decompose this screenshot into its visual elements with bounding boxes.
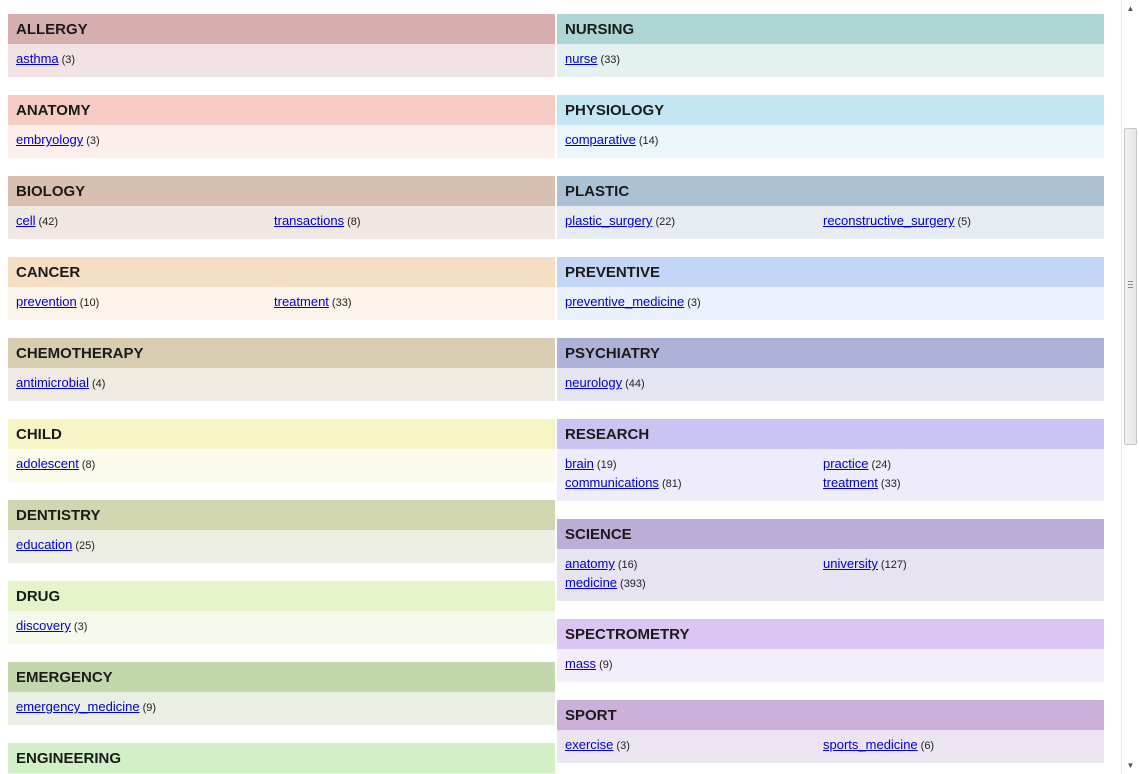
tag-item <box>16 536 274 555</box>
tag-count: (10) <box>79 297 100 309</box>
tag-link[interactable]: brain <box>565 456 594 471</box>
category-header: BIOLOGY <box>8 176 555 206</box>
tag-link[interactable]: preventive_medicine <box>565 294 685 309</box>
grip-line <box>1128 284 1133 285</box>
tag-count: (393) <box>620 578 646 590</box>
tag-link[interactable]: discovery <box>16 618 71 633</box>
tag-list <box>16 698 547 717</box>
tag-list <box>16 374 547 393</box>
tag-list <box>565 655 1096 674</box>
category-header: RESEARCH <box>557 419 1104 449</box>
category-child <box>8 419 555 482</box>
category-body <box>8 530 555 563</box>
tag-count: (14) <box>638 135 659 147</box>
tag-item <box>16 131 274 150</box>
category-header: PSYCHIATRY <box>557 338 1104 368</box>
category-biology <box>8 176 555 239</box>
category-body <box>8 125 555 158</box>
category-header: SPECTROMETRY <box>557 619 1104 649</box>
tag-link[interactable]: prevention <box>16 294 77 309</box>
category-header: PREVENTIVE <box>557 257 1104 287</box>
tag-count: (42) <box>38 216 59 228</box>
tag-count: (16) <box>617 559 638 571</box>
vertical-scrollbar[interactable] <box>1121 0 1139 774</box>
category-allergy <box>8 14 555 77</box>
tag-item <box>16 455 274 474</box>
tag-link[interactable]: reconstructive_surgery <box>823 213 955 228</box>
category-body <box>557 44 1104 77</box>
tag-link[interactable]: communications <box>565 475 659 490</box>
tag-item <box>274 293 532 312</box>
category-header: ANATOMY <box>8 95 555 125</box>
category-body <box>557 368 1104 401</box>
tag-item <box>823 736 1081 755</box>
tag-item <box>565 555 823 574</box>
tag-count: (22) <box>655 216 675 228</box>
tag-list <box>565 736 1096 755</box>
tag-item <box>823 555 1081 574</box>
tag-list <box>16 455 547 474</box>
tag-count: (127) <box>880 559 907 571</box>
tag-count: (33) <box>600 54 621 66</box>
tag-count: (33) <box>880 478 901 490</box>
category-body <box>557 730 1104 763</box>
category-header: ENGINEERING <box>8 743 555 773</box>
tag-count: (3) <box>61 54 76 66</box>
tag-item <box>565 131 823 150</box>
tag-count: (9) <box>599 659 613 671</box>
category-header: EMERGENCY <box>8 662 555 692</box>
tag-item <box>16 212 274 231</box>
category-body <box>8 449 555 482</box>
tag-count: (5) <box>957 216 971 228</box>
category-physiology <box>557 95 1104 158</box>
category-header: DENTISTRY <box>8 500 555 530</box>
tag-item <box>823 455 1081 474</box>
tag-link[interactable]: anatomy <box>565 556 615 571</box>
tag-link[interactable]: neurology <box>565 375 623 390</box>
tag-link[interactable]: university <box>823 556 878 571</box>
tag-list <box>565 455 1096 493</box>
tag-count: (3) <box>86 135 100 147</box>
tag-item <box>823 474 1081 493</box>
tag-item <box>565 455 823 474</box>
tag-link[interactable]: education <box>16 537 73 552</box>
category-header: SCIENCE <box>557 519 1104 549</box>
tag-list <box>16 212 547 231</box>
scroll-down-icon[interactable]: ▼ <box>1126 761 1135 770</box>
right-column <box>557 14 1104 774</box>
category-body <box>8 692 555 725</box>
tag-link[interactable]: practice <box>823 456 869 471</box>
category-header: PLASTIC <box>557 176 1104 206</box>
tag-count: (8) <box>81 459 96 471</box>
tag-item <box>565 374 823 393</box>
category-emergency <box>8 662 555 725</box>
tag-link[interactable]: nurse <box>565 51 598 66</box>
category-drug <box>8 581 555 644</box>
category-psychiatry <box>557 338 1104 401</box>
tag-list <box>16 50 547 69</box>
tag-item <box>274 212 532 231</box>
grip-line <box>1128 281 1133 282</box>
tag-count: (81) <box>661 478 682 490</box>
tag-item <box>565 736 823 755</box>
tag-item <box>16 293 274 312</box>
category-header: ALLERGY <box>8 14 555 44</box>
category-anatomy <box>8 95 555 158</box>
category-spectrometry <box>557 619 1104 682</box>
tag-link[interactable]: treatment <box>823 475 878 490</box>
tag-count: (3) <box>616 740 630 752</box>
tag-count: (19) <box>596 459 617 471</box>
category-header: NURSING <box>557 14 1104 44</box>
category-sport <box>557 700 1104 763</box>
category-body <box>557 649 1104 682</box>
tag-count: (3) <box>687 297 701 309</box>
tag-link[interactable]: emergency_medicine <box>16 699 140 714</box>
category-body <box>557 549 1104 601</box>
tag-link[interactable]: medicine <box>565 575 618 590</box>
tag-list <box>16 131 547 150</box>
tag-count: (9) <box>142 702 157 714</box>
category-research <box>557 419 1104 501</box>
category-preventive <box>557 257 1104 320</box>
grip-line <box>1128 287 1133 288</box>
tag-item <box>16 698 274 717</box>
category-body <box>557 125 1104 158</box>
category-body <box>8 368 555 401</box>
tag-link[interactable]: mass <box>565 656 597 671</box>
tag-count: (25) <box>75 540 95 552</box>
tag-list <box>16 536 547 555</box>
category-body <box>557 449 1104 501</box>
tag-count: (8) <box>347 216 361 228</box>
tag-list <box>565 50 1096 69</box>
category-body <box>8 287 555 320</box>
category-body <box>557 206 1104 239</box>
tag-count: (24) <box>871 459 892 471</box>
tag-item <box>565 212 823 231</box>
category-nursing <box>557 14 1104 77</box>
category-dentistry <box>8 500 555 563</box>
tag-item <box>565 50 823 69</box>
tag-item <box>565 293 823 312</box>
tag-list <box>565 293 1096 312</box>
tag-link[interactable]: treatment <box>274 294 329 309</box>
category-header: SPORT <box>557 700 1104 730</box>
tag-count: (4) <box>91 378 106 390</box>
tag-link[interactable]: plastic_surgery <box>565 213 653 228</box>
tag-list <box>16 293 547 312</box>
tag-count: (44) <box>625 378 645 390</box>
category-plastic <box>557 176 1104 239</box>
tag-count: (6) <box>920 740 935 752</box>
left-column <box>8 14 555 774</box>
tag-item <box>16 374 274 393</box>
category-body <box>557 287 1104 320</box>
category-body <box>8 611 555 644</box>
tag-link[interactable]: asthma <box>16 51 59 66</box>
tag-link[interactable]: comparative <box>565 132 636 147</box>
tag-list <box>565 212 1096 231</box>
tag-link[interactable]: embryology <box>16 132 84 147</box>
tag-link[interactable]: exercise <box>565 737 614 752</box>
category-cancer <box>8 257 555 320</box>
tag-item <box>16 617 274 636</box>
category-body <box>8 44 555 77</box>
tag-link[interactable]: sports_medicine <box>823 737 918 752</box>
tag-item <box>823 212 1081 231</box>
category-body <box>8 206 555 239</box>
category-header: CHEMOTHERAPY <box>8 338 555 368</box>
tag-list <box>565 555 1096 593</box>
tag-list <box>16 617 547 636</box>
category-engineering <box>8 743 555 774</box>
tag-link[interactable]: transactions <box>274 213 345 228</box>
category-chemotherapy <box>8 338 555 401</box>
tag-item <box>565 474 823 493</box>
tag-link[interactable]: adolescent <box>16 456 79 471</box>
tag-list <box>565 131 1096 150</box>
category-header: CANCER <box>8 257 555 287</box>
tag-link[interactable]: cell <box>16 213 36 228</box>
category-header: CHILD <box>8 419 555 449</box>
tag-count: (33) <box>331 297 352 309</box>
scroll-thumb[interactable] <box>1124 128 1137 445</box>
tag-item <box>565 574 823 593</box>
category-science <box>557 519 1104 601</box>
tag-count: (3) <box>73 621 88 633</box>
category-header: PHYSIOLOGY <box>557 95 1104 125</box>
tag-item <box>565 655 823 674</box>
tag-item <box>16 50 274 69</box>
category-header: DRUG <box>8 581 555 611</box>
tag-link[interactable]: antimicrobial <box>16 375 89 390</box>
scroll-up-icon[interactable]: ▲ <box>1126 4 1135 13</box>
tag-list <box>565 374 1096 393</box>
